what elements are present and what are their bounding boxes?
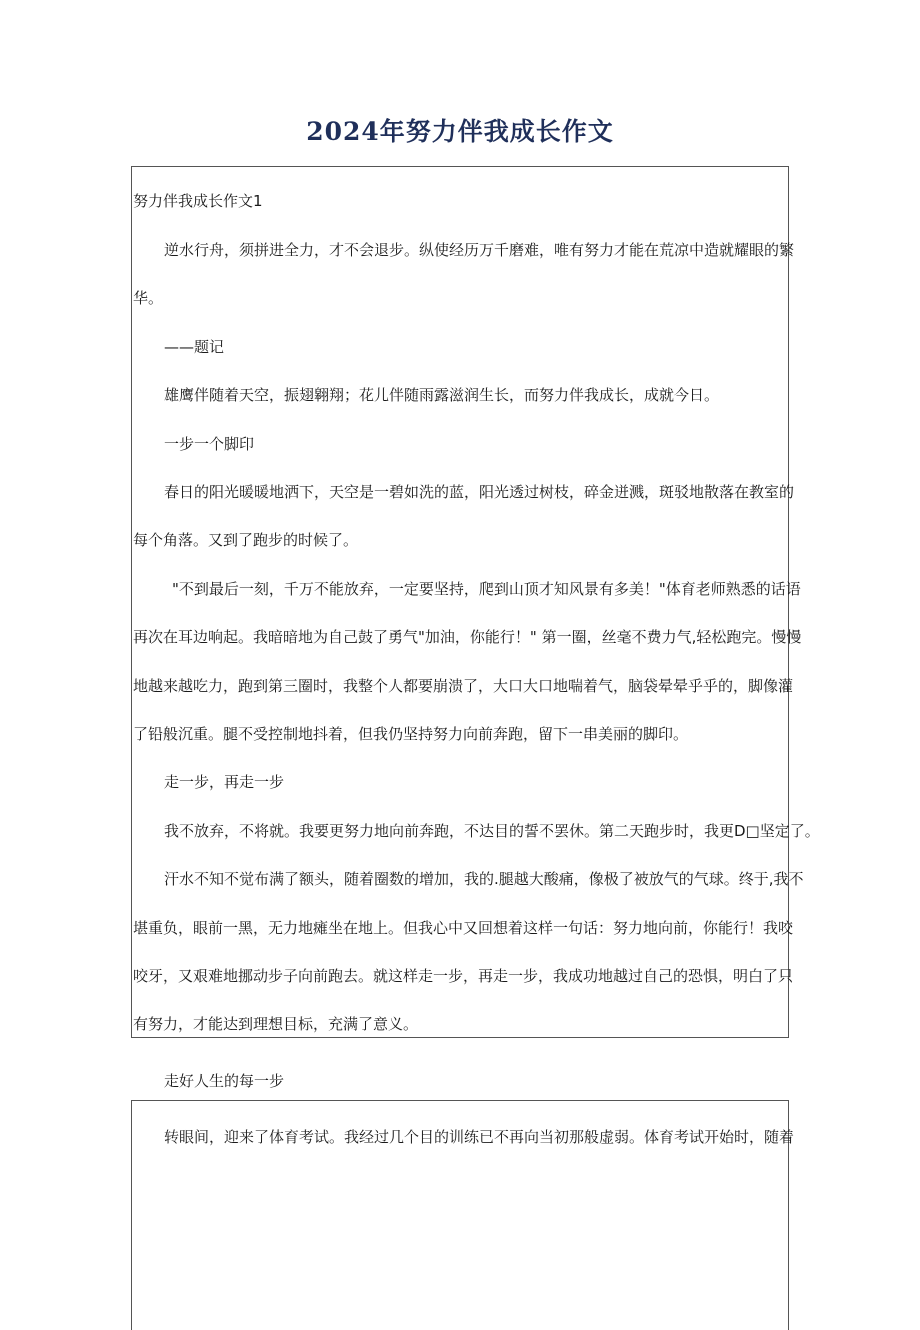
paragraph-line: 我不放弃，不将就。我要更努力地向前奔跑，不达目的誓不罢休。第二天跑步时，我更D□坚定了。 bbox=[164, 822, 820, 840]
paragraph-line: "不到最后一刻，千万不能放弃，一定要坚持，爬到山顶才知风景有多美！"体育老师熟悉的话语 bbox=[172, 580, 801, 598]
section-subheading: 走一步，再走一步 bbox=[164, 773, 285, 791]
section-subheading: 走好人生的每一步 bbox=[164, 1072, 285, 1090]
text-frame-1 bbox=[131, 166, 789, 1038]
paragraph-line: 华。 bbox=[133, 289, 164, 307]
paragraph-line: 春日的阳光暖暖地洒下，天空是一碧如洗的蓝，阳光透过树枝，碎金迸溅，斑驳地散落在教室的 bbox=[164, 483, 795, 501]
paragraph-line: 每个角落。又到了跑步的时候了。 bbox=[133, 531, 359, 549]
paragraph-line: 了铅般沉重。腿不受控制地抖着，但我仍坚持努力向前奔跑，留下一串美丽的脚印。 bbox=[133, 725, 689, 743]
document-title: 2024年努力伴我成长作文 bbox=[306, 117, 614, 146]
paragraph-line: 雄鹰伴随着天空，振翅翱翔；花儿伴随雨露滋润生长，而努力伴我成长，成就今日。 bbox=[164, 386, 720, 404]
paragraph-line: 汗水不知不觉布满了额头，随着圈数的增加，我的.腿越大酸痛，像极了被放气的气球。终于,我不 bbox=[164, 870, 804, 888]
paragraph-line: 堪重负，眼前一黑，无力地瘫坐在地上。但我心中又回想着这样一句话：努力地向前，你能行！我咬 bbox=[133, 919, 794, 937]
paragraph-line: 有努力，才能达到理想目标，充满了意义。 bbox=[133, 1015, 419, 1033]
paragraph-line: 转眼间，迎来了体育考试。我经过几个目的训练已不再向当初那般虚弱。体育考试开始时，随着 bbox=[164, 1128, 795, 1146]
paragraph-line: 咬牙，又艰难地挪动步子向前跑去。就这样走一步，再走一步，我成功地越过自己的恐惧，明白了只 bbox=[133, 967, 794, 985]
paragraph-line: 逆水行舟，须拼进全力，才不会退步。纵使经历万千磨难，唯有努力才能在荒凉中造就耀眼的繁 bbox=[164, 241, 795, 259]
essay-heading: 努力伴我成长作文1 bbox=[133, 192, 263, 210]
paragraph-line: 地越来越吃力，跑到第三圈时，我整个人都要崩溃了，大口大口地喘着气，脑袋晕晕乎乎的，脚像灌 bbox=[133, 677, 794, 695]
paragraph-line: 再次在耳边响起。我暗暗地为自己鼓了勇气"加油，你能行！" 第一圈，丝毫不费力气,轻松跑完。慢慢 bbox=[133, 628, 802, 646]
inscription: ——题记 bbox=[164, 338, 225, 356]
section-subheading: 一步一个脚印 bbox=[164, 435, 255, 453]
